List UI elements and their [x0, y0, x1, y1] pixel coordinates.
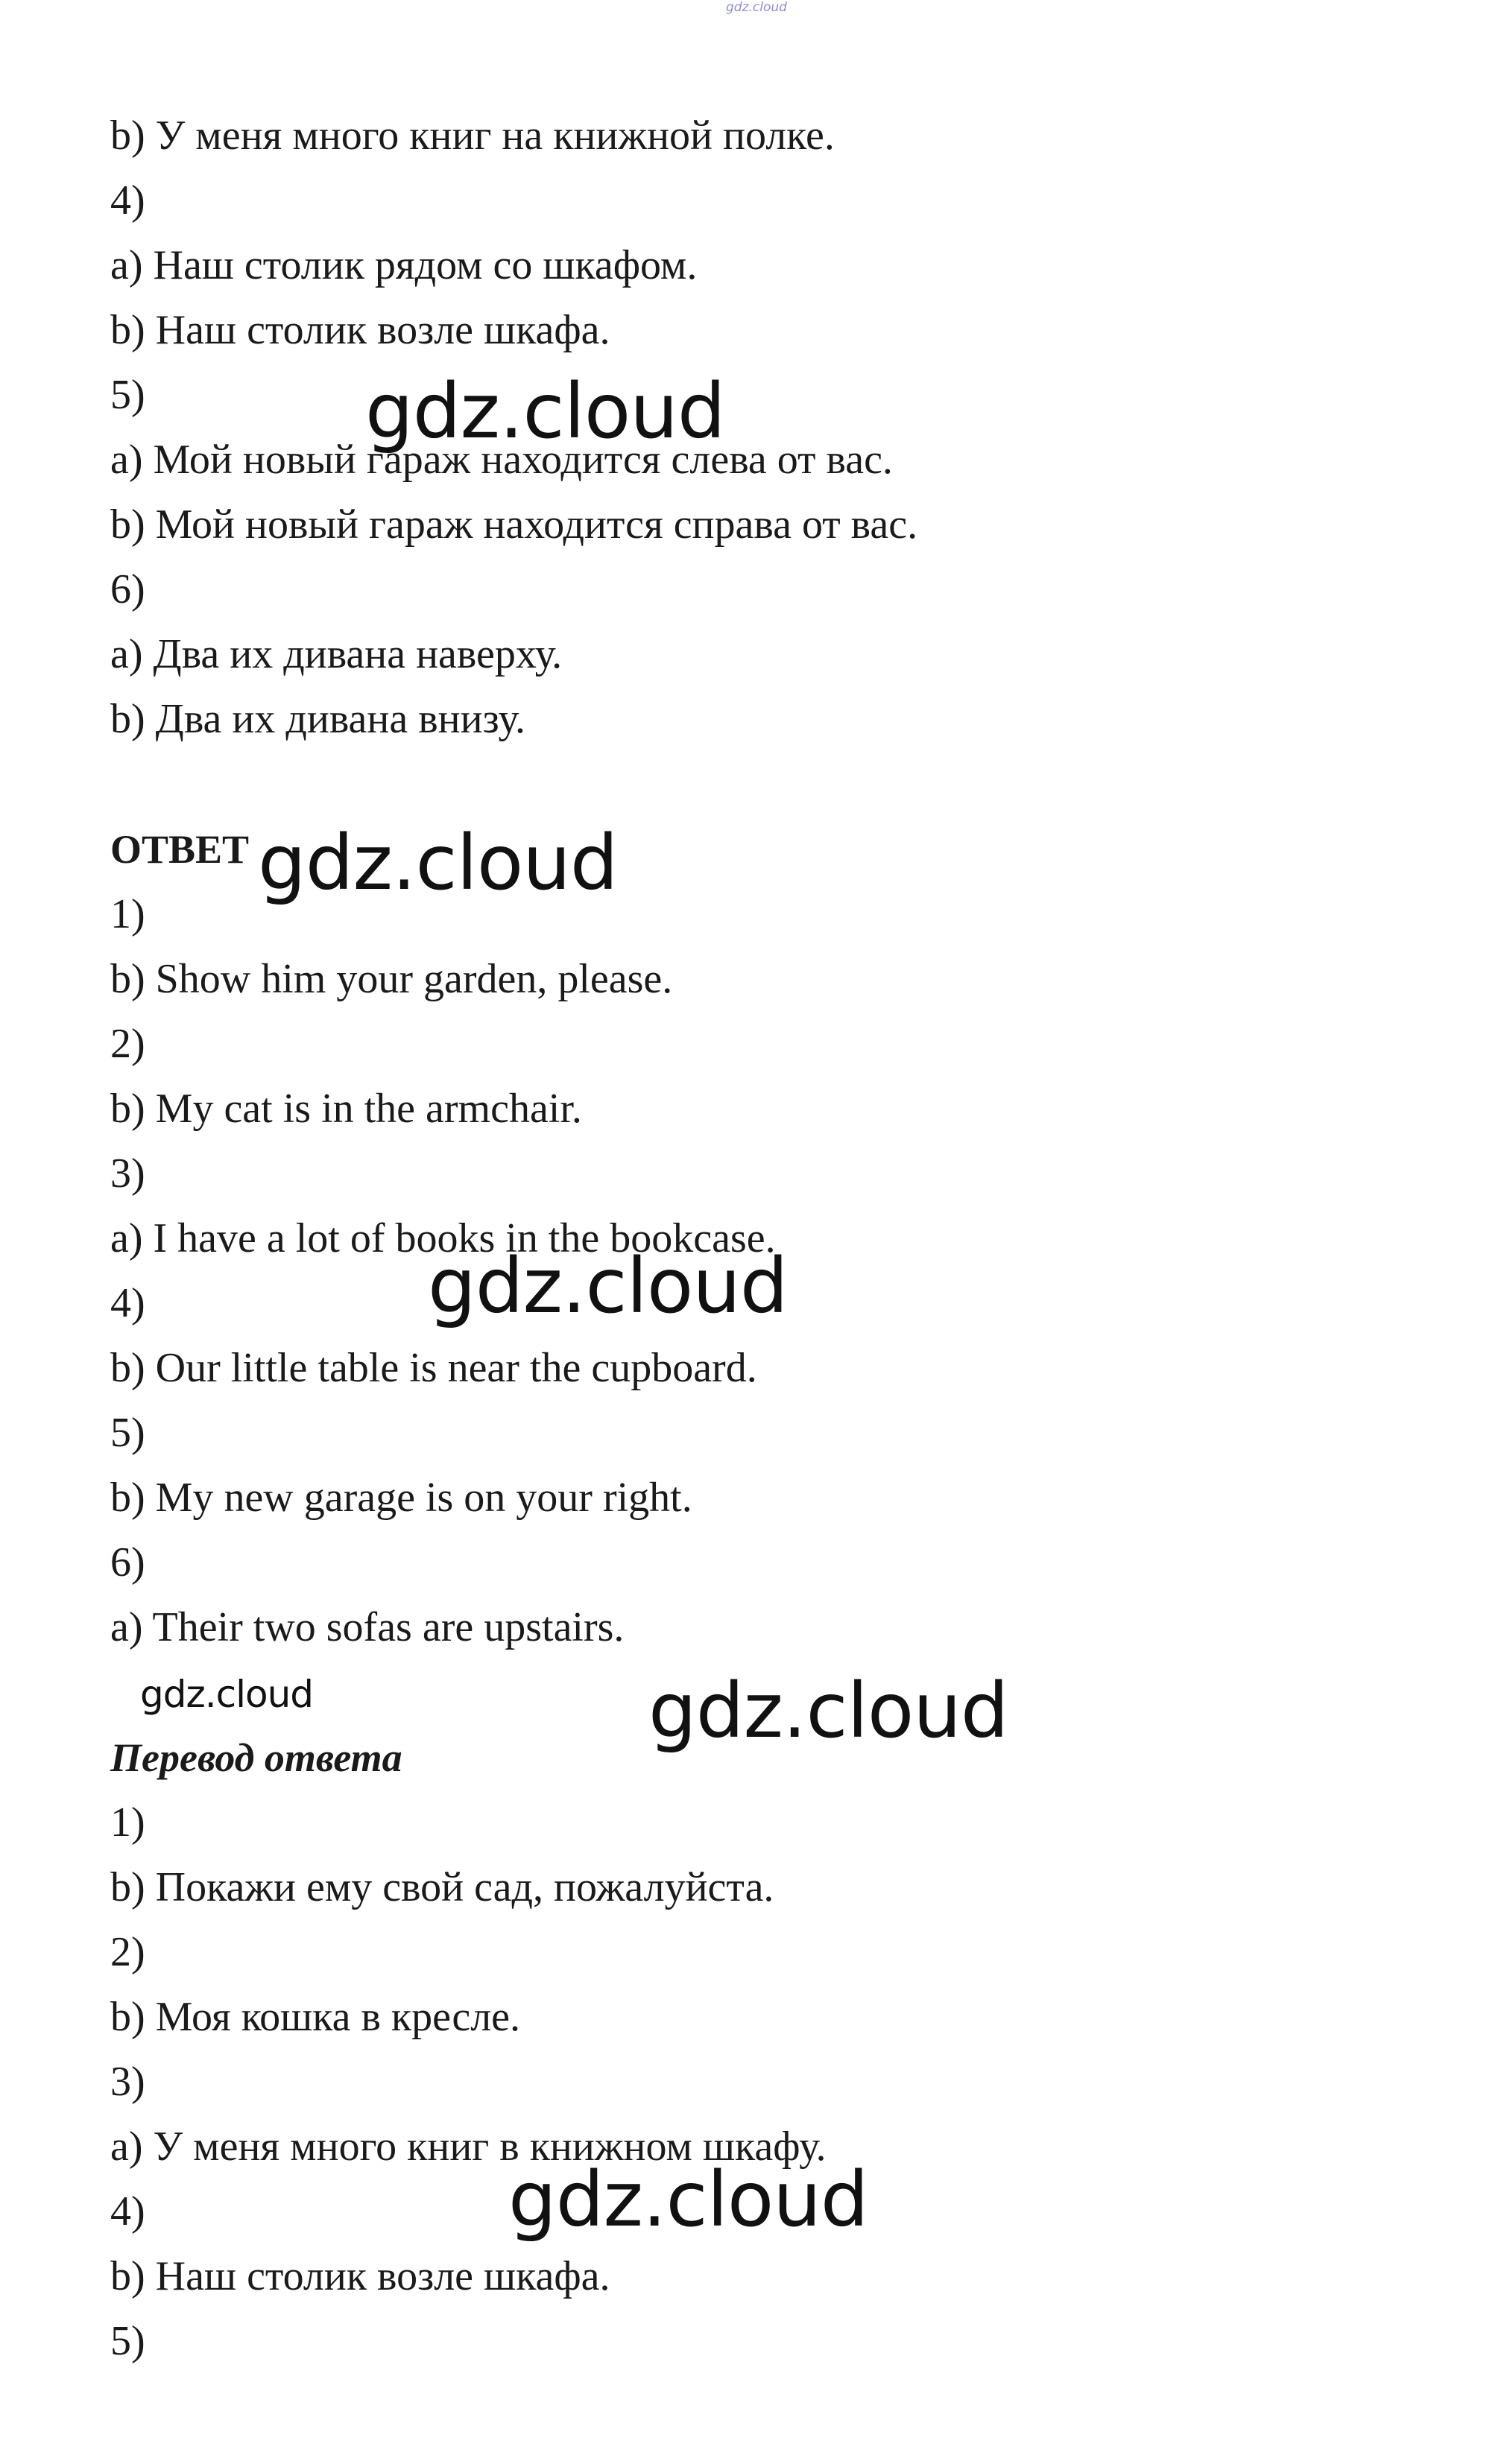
- translation-line: b) Покажи ему свой сад, пожалуйста.: [110, 1864, 774, 1910]
- text-line: a) Наш столик рядом со шкафом.: [110, 242, 698, 288]
- answer-line: 4): [110, 1280, 145, 1326]
- answer-line: b) My new garage is on your right.: [110, 1475, 692, 1521]
- translation-line: 2): [110, 1929, 145, 1975]
- text-line: 5): [110, 372, 145, 418]
- text-line: a) Мой новый гараж находится слева от вас.: [110, 437, 893, 483]
- text-line: b) Два их дивана внизу.: [110, 696, 525, 742]
- translation-line: b) Моя кошка в кресле.: [110, 1994, 520, 2040]
- translation-line: 1): [110, 1799, 145, 1846]
- answer-line: 5): [110, 1410, 145, 1456]
- watermark: gdz.cloud: [648, 1667, 1008, 1755]
- answer-line: b) Show him your garden, please.: [110, 956, 673, 1002]
- watermark: gdz.cloud: [365, 367, 725, 456]
- watermark: gdz.cloud: [508, 2156, 868, 2244]
- answer-line: 6): [110, 1539, 145, 1586]
- text-line: 4): [110, 177, 145, 224]
- answer-heading: ОТВЕТ: [110, 827, 250, 872]
- translation-line: 5): [110, 2318, 145, 2364]
- text-line: b) Мой новый гараж находится справа от вас.: [110, 501, 918, 548]
- text-line: 6): [110, 566, 145, 612]
- answer-line: a) Their two sofas are upstairs.: [110, 1604, 625, 1650]
- text-line: a) Два их дивана наверху.: [110, 631, 563, 677]
- answer-line: a) I have a lot of books in the bookcase.: [110, 1215, 776, 1261]
- translation-line: 4): [110, 2188, 145, 2235]
- answer-line: 3): [110, 1150, 145, 1197]
- watermark: gdz.cloud: [140, 1673, 314, 1716]
- translation-heading: Перевод ответа: [110, 1735, 402, 1780]
- text-line: b) Наш столик возле шкафа.: [110, 307, 610, 353]
- translation-line: a) У меня много книг в книжном шкафу.: [110, 2123, 827, 2170]
- text-line: b) У меня много книг на книжной полке.: [110, 113, 835, 159]
- answer-line: b) My cat is in the armchair.: [110, 1086, 582, 1132]
- watermark: gdz.cloud: [258, 819, 618, 908]
- watermark: gdz.cloud: [428, 1242, 788, 1331]
- watermark-top: gdz.cloud: [726, 0, 787, 15]
- translation-line: 3): [110, 2059, 145, 2105]
- translation-line: b) Наш столик возле шкафа.: [110, 2253, 610, 2299]
- answer-line: b) Our little table is near the cupboard.: [110, 1345, 757, 1391]
- answer-line: 2): [110, 1021, 145, 1067]
- answer-line: 1): [110, 891, 145, 937]
